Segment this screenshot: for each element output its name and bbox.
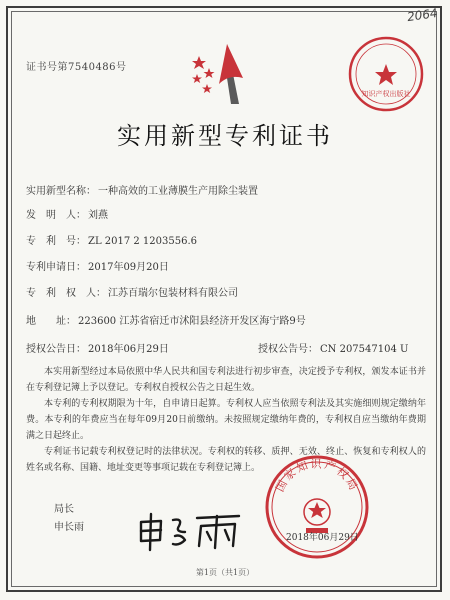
page-number: 第1页（共1页） [195, 568, 255, 577]
grant-number: CN 207547104 U [320, 344, 409, 355]
address-row [26, 312, 306, 327]
patentee-row [26, 284, 238, 299]
filing-date-label: 专利申请日： [26, 262, 86, 273]
publisher-seal [346, 34, 426, 114]
inventor-row [26, 206, 108, 221]
inventor-label: 发 明 人： [26, 210, 86, 221]
seal-date: 2018年06月29日 [286, 533, 359, 543]
official-seal [262, 452, 372, 562]
patent-number-row [26, 232, 197, 247]
patent-number: ZL 2017 2 1203556.6 [88, 236, 198, 247]
grant-date-label: 授权公告日： [26, 344, 86, 355]
patentee: 江苏百瑞尔包装材料有限公司 [108, 288, 238, 299]
grant-number-row [258, 340, 408, 355]
body-paragraph-3: 专利证书记载专利权登记时的法律状况。专利权的转移、质押、无效、终止、恢复和专利权人的姓名或名称、国籍、地址变更等事项记载在专利登记簿上。 [26, 447, 426, 473]
director-signature [135, 510, 255, 552]
patentee-label: 专 利 权 人： [26, 288, 106, 299]
director-title: 局长 [54, 504, 74, 515]
handwritten-note: 2064 [406, 5, 439, 25]
utility-model-name: 一种高效的工业薄膜生产用除尘装置 [98, 186, 258, 197]
svg-text:国家知识产权局 [273, 457, 360, 494]
patent-number-label: 专 利 号： [26, 236, 86, 247]
director-name: 申长雨 [54, 522, 84, 533]
utility-model-name-row [26, 182, 258, 197]
utility-model-name-label: 实用新型名称： [26, 186, 96, 197]
grant-number-label: 授权公告号： [258, 344, 318, 355]
address: 223600 江苏省宿迁市沭阳县经济开发区海宁路9号 [78, 316, 306, 327]
grant-date: 2018年06月29日 [88, 344, 169, 355]
publisher-seal-text: 知识产权出版社 [361, 90, 411, 98]
certificate-number: 证书号第7540486号 [26, 62, 127, 73]
grant-date-row [26, 340, 169, 355]
filing-date-row [26, 258, 169, 273]
body-paragraph-2: 本专利的专利权期限为十年，自申请日起算。专利权人应当依照专利法及其实施细则规定缴纳年费。本专利的年费应当在每年09月20日前缴纳。未按照规定缴纳年费的，专利权自应当缴纳年费期满之日起终止。 [26, 399, 426, 441]
filing-date: 2017年09月20日 [88, 262, 169, 273]
patent-office-logo [185, 38, 255, 110]
official-seal-text: 国家知识产权局 [273, 457, 361, 494]
page-title: 实用新型专利证书 [117, 122, 333, 150]
address-label: 地 址： [26, 316, 76, 327]
body-paragraph-1: 本实用新型经过本局依照中华人民共和国专利法进行初步审查，决定授予专利权，颁发本证书并在专利登记簿上予以登记。专利权自授权公告之日起生效。 [26, 367, 426, 393]
inventor: 刘燕 [88, 210, 108, 221]
